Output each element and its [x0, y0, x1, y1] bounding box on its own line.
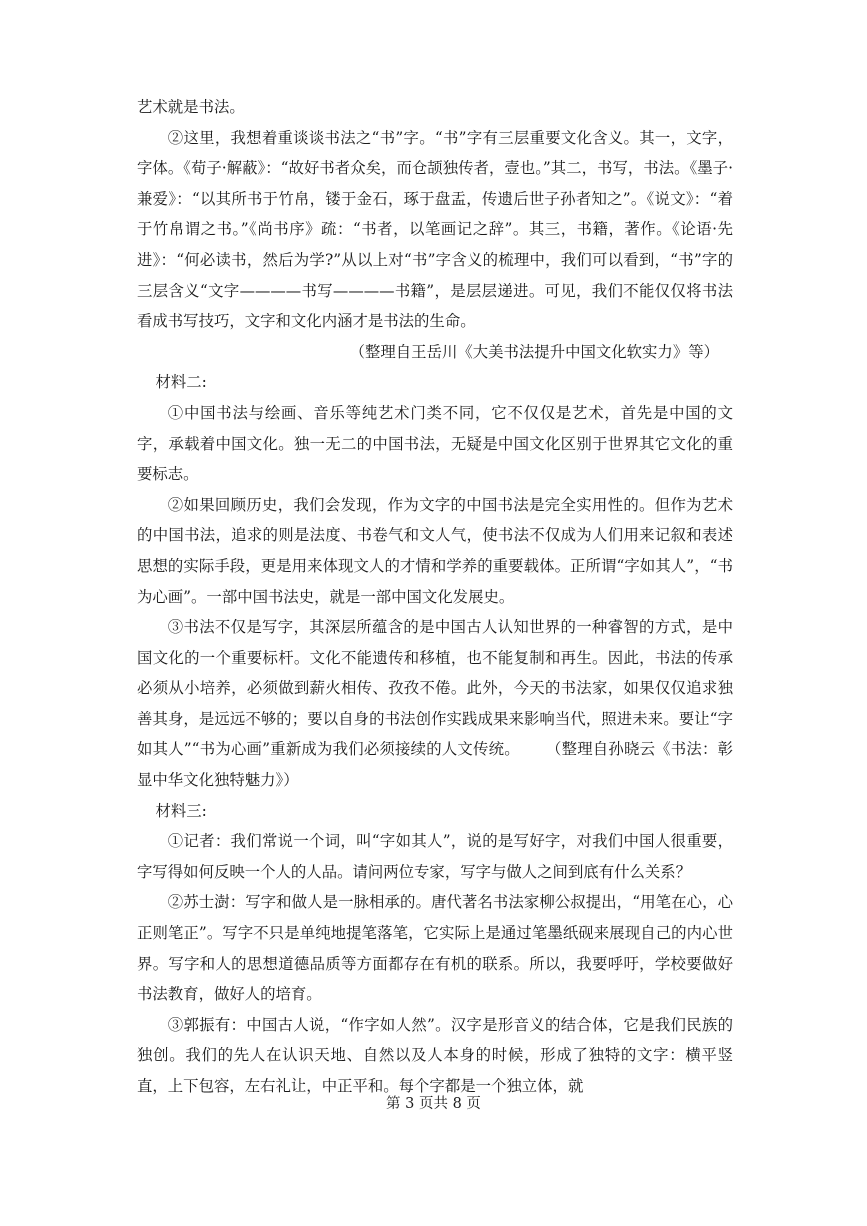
material-2-paragraph-2: ②如果回顾历史，我们会发现，作为文字的中国书法是完全实用性的。但作为艺术的中国书法，追求的则是法度、书卷气和文人气，使书法不仅成为人们用来记叙和表述思想的实际手段，更是用来体现文人的才情和学养的重要载体。正所谓“字如其人”，“书为心画”。一部中国书法史，就是一部中国文化发展史。 — [137, 495, 733, 606]
material-3-paragraph-1: ①记者：我们常说一个词，叫“字如其人”，说的是写好字，对我们中国人很重要，字写得如何反映一个人的人品。请问两位专家，写字与做人之间到底有什么关系？ — [137, 832, 733, 881]
page-footer: 第 3 页共 8 页 — [386, 1096, 481, 1112]
material-2-paragraph-3-text: ③书法不仅是写字，其深层所蕴含的是中国古人认知世界的一种睿智的方式，是中国文化的一个重要标杆。文化不能遗传和移植，也不能复制和再生。因此，书法的传承必须从小培养，必须做到薪火相传、孜孜不倦。此外，今天的书法家，如果仅仅追求独善其身，是远远不够的；要以自身的书法创作实践成果来影响当代，照进未来。要让“字如其人”“书为心画”重新成为我们必须接续的人文传统。 — [137, 618, 733, 759]
material-2-paragraph-3 — [137, 612, 733, 796]
material-3-heading: 材料三: — [155, 801, 207, 820]
paragraph-shu-meaning: ②这里，我想着重谈谈书法之“书”字。“书”字有三层重要文化含义。其一，文字，字体。《荀子·解蔽》：“故好书者众矣，而仓颉独传者，壹也。”其二，书写，书法。《墨子·兼爱》：“以其所书于竹帛，镂于金石，琢于盘盂，传遗后世子孙者知之”。《说文》：“着于竹帛谓之书。”《尚书序》疏：“书者，以笔画记之辞”。其三，书籍，著作。《论语·先进》：“何必读书，然后为学?”从以上对“书”字含义的梳理中，我们可以看到，“书”字的三层含义“文字————书写————书籍”，是层层递进。可见，我们不能仅仅将书法看成书写技巧，文字和文化内涵才是书法的生命。 — [137, 128, 733, 331]
source-citation-1: （整理自王岳川《大美书法提升中国文化软实力》等） — [349, 342, 719, 361]
material-3-paragraph-3: ③郭振有：中国古人说，“作字如人然”。汉字是形音义的结合体，它是我们民族的独创。我们的先人在认识天地、自然以及人本身的时候，形成了独特的文字：横平竖直，上下包容，左右礼让，中正平和。每个字都是一个独立体，就 — [137, 1015, 733, 1095]
material-2-heading: 材料二: — [155, 373, 207, 392]
document-page — [137, 92, 733, 1102]
material-3-paragraph-2: ②苏士澍：写字和做人是一脉相承的。唐代著名书法家柳公叔提出，“用笔在心，心正则笔正”。写字不只是单纯地提笔落笔，它实际上是通过笔墨纸砚来展现自己的内心世界。写字和人的思想道德品质等方面都存在有机的联系。所以，我要呼吁，学校要做好书法教育，做好人的培育。 — [137, 893, 733, 1004]
opening-line: 艺术就是书法。 — [137, 98, 245, 116]
source-citation-2: （整理自孙晓云《书法：彰显中华文化独特魅力》） — [137, 740, 733, 790]
material-2-paragraph-1: ①中国书法与绘画、音乐等纯艺术门类不同，它不仅仅是艺术，首先是中国的文字，承载着中国文化。独一无二的中国书法，无疑是中国文化区别于世界其它文化的重要标志。 — [137, 403, 733, 484]
